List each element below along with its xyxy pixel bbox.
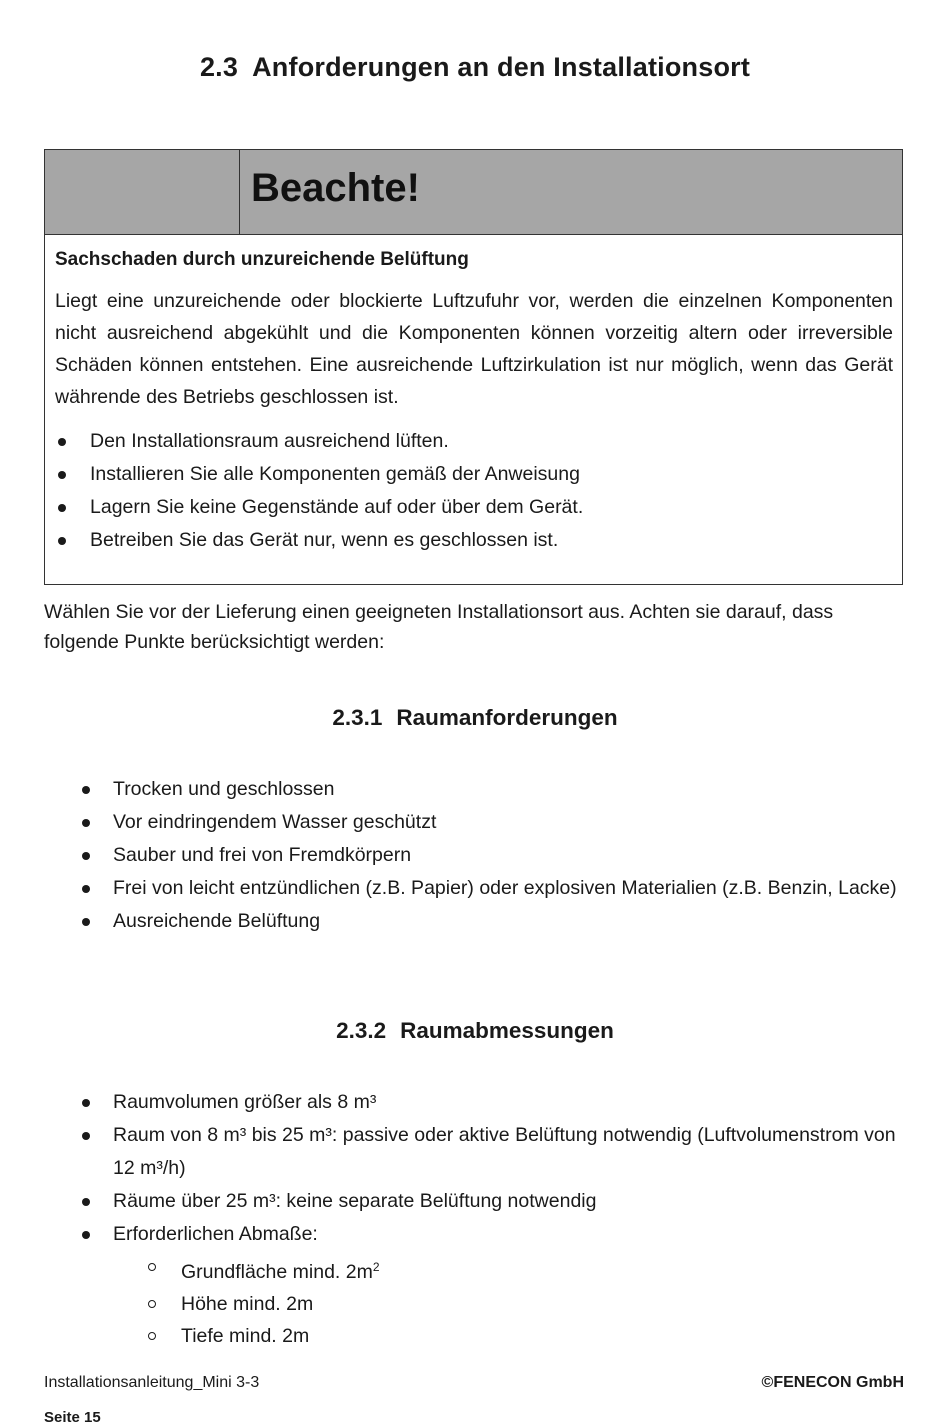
notice-box <box>44 149 903 585</box>
subsection-title: Raumabmessungen <box>400 1018 614 1043</box>
footer-copyright: ©FENECON GmbH <box>761 1374 904 1391</box>
subsection-number: 2.3.1 <box>332 705 383 730</box>
list-item: Installieren Sie alle Komponenten gemäß der Anweisung <box>55 458 893 491</box>
list-item: Räume über 25 m³: keine separate Belüftung notwendig <box>77 1185 897 1218</box>
notice-subtitle: Sachschaden durch unzureichende Belüftung <box>55 249 469 270</box>
subsection-heading-room-requirements <box>0 705 950 731</box>
section-number: 2.3 <box>199 52 239 82</box>
footer-page-number: Seite 15 <box>44 1409 101 1426</box>
list-item: Den Installationsraum ausreichend lüften. <box>55 425 893 458</box>
room-dimensions-list <box>77 1086 897 1352</box>
list-item-label: Erforderlichen Abmaße: <box>113 1223 318 1245</box>
list-item: Frei von leicht entzündlichen (z.B. Papier) oder explosiven Materialien (z.B. Benzin, Lacke) <box>77 872 897 905</box>
dimensions-sublist <box>113 1251 897 1352</box>
notice-icon-cell <box>45 150 240 234</box>
list-item: Raumvolumen größer als 8 m³ <box>77 1086 897 1119</box>
list-item: Lagern Sie keine Gegenstände auf oder über dem Gerät. <box>55 491 893 524</box>
list-item: Raum von 8 m³ bis 25 m³: passive oder aktive Belüftung notwendig (Luftvolumenstrom von 12 m³/h) <box>77 1119 897 1185</box>
room-requirements-list <box>77 773 897 938</box>
notice-list <box>55 425 893 557</box>
list-item: Betreiben Sie das Gerät nur, wenn es geschlossen ist. <box>55 524 893 557</box>
notice-title: Beachte! <box>251 166 420 210</box>
intro-paragraph: Wählen Sie vor der Lieferung einen geeigneten Installationsort aus. Achten sie darauf, dass folgende Punkte berücksichtigt werden: <box>44 601 834 653</box>
notice-paragraph: Liegt eine unzureichende oder blockierte Luftzufuhr vor, werden die einzelnen Komponenten nicht ausreichend abgekühlt und die Komponenten können vorzeitig altern oder irreversible Schäden können entstehen. Eine ausreichende Luftzirkulation ist nur möglich, wenn das Gerät währende des Betriebs geschlossen ist. <box>55 290 893 408</box>
notice-header <box>45 150 902 235</box>
notice-body <box>55 245 893 557</box>
sublist-item: Höhe mind. 2m <box>113 1288 897 1320</box>
subsection-title: Raumanforderungen <box>396 705 618 730</box>
list-item: Ausreichende Belüftung <box>77 905 897 938</box>
list-item <box>77 1218 897 1352</box>
section-heading <box>0 52 950 83</box>
footer-document-name: Installationsanleitung_Mini 3-3 <box>44 1374 260 1391</box>
subsection-number: 2.3.2 <box>336 1018 387 1043</box>
list-item: Sauber und frei von Fremdkörpern <box>77 839 897 872</box>
section-title: Anforderungen an den Installationsort <box>252 52 751 82</box>
list-item: Trocken und geschlossen <box>77 773 897 806</box>
sublist-item <box>113 1251 897 1288</box>
area-superscript: 2 <box>372 1260 380 1274</box>
list-item: Vor eindringendem Wasser geschützt <box>77 806 897 839</box>
sublist-item: Tiefe mind. 2m <box>113 1320 897 1352</box>
area-text: Grundfläche mind. 2m <box>181 1261 373 1283</box>
subsection-heading-room-dimensions <box>0 1018 950 1044</box>
